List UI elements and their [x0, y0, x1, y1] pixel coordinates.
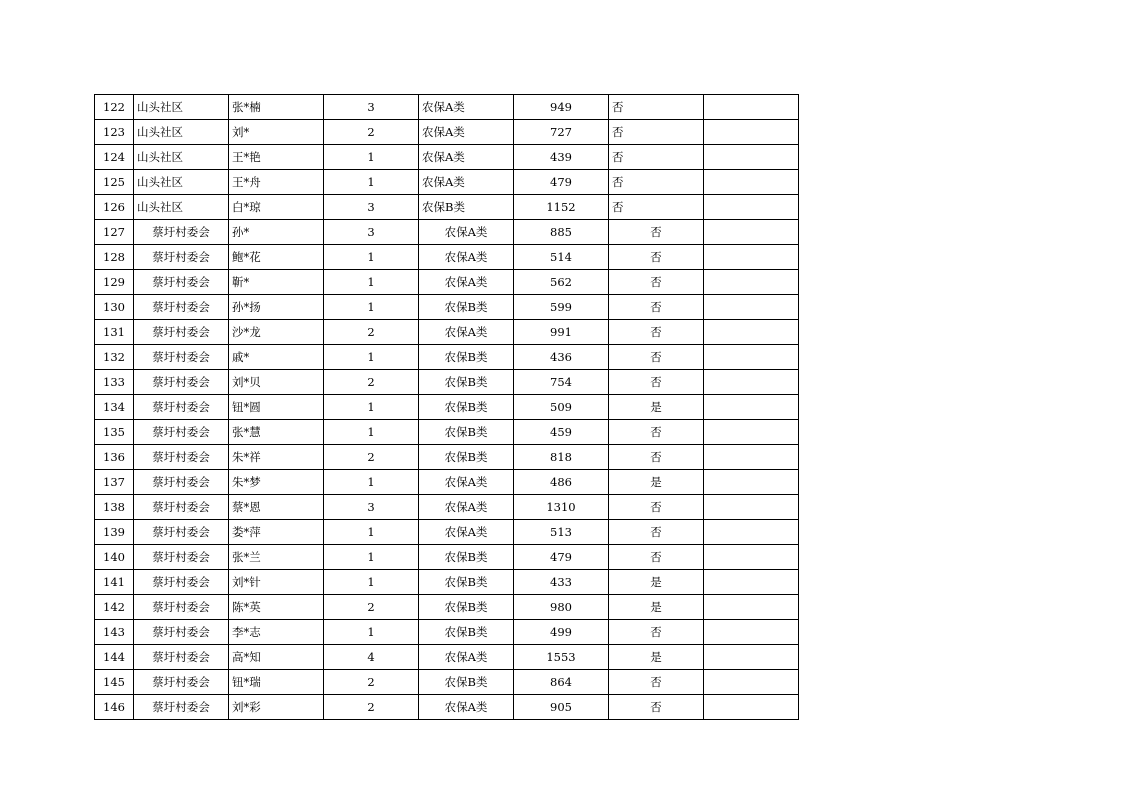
- flag-cell: 是: [609, 570, 704, 595]
- row-index-cell: 126: [95, 195, 134, 220]
- amount-cell: 980: [514, 595, 609, 620]
- community-cell: 蔡圩村委会: [134, 445, 229, 470]
- category-cell: 农保B类: [419, 395, 514, 420]
- community-cell: 蔡圩村委会: [134, 570, 229, 595]
- category-cell: 农保A类: [419, 170, 514, 195]
- table-row: [95, 595, 799, 620]
- category-cell: 农保A类: [419, 695, 514, 720]
- household-count-cell: 2: [324, 320, 419, 345]
- row-index-cell: 127: [95, 220, 134, 245]
- household-count-cell: 1: [324, 170, 419, 195]
- household-count-cell: 1: [324, 420, 419, 445]
- flag-cell: 否: [609, 370, 704, 395]
- note-cell: [704, 370, 799, 395]
- category-cell: 农保A类: [419, 120, 514, 145]
- note-cell: [704, 170, 799, 195]
- household-count-cell: 1: [324, 145, 419, 170]
- note-cell: [704, 395, 799, 420]
- note-cell: [704, 320, 799, 345]
- household-count-cell: 1: [324, 570, 419, 595]
- amount-cell: 864: [514, 670, 609, 695]
- amount-cell: 433: [514, 570, 609, 595]
- flag-cell: 否: [609, 520, 704, 545]
- community-cell: 蔡圩村委会: [134, 645, 229, 670]
- row-index-cell: 130: [95, 295, 134, 320]
- table-row: [95, 95, 799, 120]
- category-cell: 农保B类: [419, 420, 514, 445]
- row-index-cell: 131: [95, 320, 134, 345]
- amount-cell: 479: [514, 545, 609, 570]
- name-cell: 张*慧: [229, 420, 324, 445]
- table-row: [95, 345, 799, 370]
- category-cell: 农保A类: [419, 470, 514, 495]
- row-index-cell: 123: [95, 120, 134, 145]
- category-cell: 农保A类: [419, 645, 514, 670]
- amount-cell: 439: [514, 145, 609, 170]
- category-cell: 农保A类: [419, 95, 514, 120]
- amount-cell: 991: [514, 320, 609, 345]
- note-cell: [704, 570, 799, 595]
- row-index-cell: 142: [95, 595, 134, 620]
- household-count-cell: 1: [324, 295, 419, 320]
- table-row: [95, 695, 799, 720]
- note-cell: [704, 545, 799, 570]
- household-count-cell: 3: [324, 95, 419, 120]
- table-row: [95, 570, 799, 595]
- category-cell: 农保B类: [419, 370, 514, 395]
- name-cell: 孙*: [229, 220, 324, 245]
- flag-cell: 否: [609, 445, 704, 470]
- community-cell: 山头社区: [134, 170, 229, 195]
- note-cell: [704, 120, 799, 145]
- note-cell: [704, 270, 799, 295]
- row-index-cell: 137: [95, 470, 134, 495]
- flag-cell: 否: [609, 620, 704, 645]
- row-index-cell: 122: [95, 95, 134, 120]
- table-row: [95, 670, 799, 695]
- category-cell: 农保A类: [419, 145, 514, 170]
- flag-cell: 是: [609, 470, 704, 495]
- category-cell: 农保A类: [419, 495, 514, 520]
- category-cell: 农保A类: [419, 245, 514, 270]
- row-index-cell: 136: [95, 445, 134, 470]
- row-index-cell: 128: [95, 245, 134, 270]
- category-cell: 农保B类: [419, 345, 514, 370]
- amount-cell: 499: [514, 620, 609, 645]
- flag-cell: 是: [609, 595, 704, 620]
- category-cell: 农保A类: [419, 320, 514, 345]
- table-row: [95, 370, 799, 395]
- name-cell: 孙*扬: [229, 295, 324, 320]
- row-index-cell: 134: [95, 395, 134, 420]
- flag-cell: 否: [609, 345, 704, 370]
- community-cell: 蔡圩村委会: [134, 345, 229, 370]
- note-cell: [704, 520, 799, 545]
- name-cell: 张*楠: [229, 95, 324, 120]
- note-cell: [704, 145, 799, 170]
- name-cell: 李*志: [229, 620, 324, 645]
- amount-cell: 509: [514, 395, 609, 420]
- category-cell: 农保A类: [419, 520, 514, 545]
- name-cell: 朱*祥: [229, 445, 324, 470]
- flag-cell: 是: [609, 645, 704, 670]
- community-cell: 蔡圩村委会: [134, 545, 229, 570]
- table-row: [95, 145, 799, 170]
- category-cell: 农保B类: [419, 445, 514, 470]
- data-table: [94, 94, 799, 720]
- table-row: [95, 120, 799, 145]
- community-cell: 蔡圩村委会: [134, 695, 229, 720]
- table-row: [95, 395, 799, 420]
- note-cell: [704, 95, 799, 120]
- name-cell: 刘*贝: [229, 370, 324, 395]
- amount-cell: 754: [514, 370, 609, 395]
- name-cell: 陈*英: [229, 595, 324, 620]
- amount-cell: 1553: [514, 645, 609, 670]
- row-index-cell: 144: [95, 645, 134, 670]
- amount-cell: 1152: [514, 195, 609, 220]
- name-cell: 娄*萍: [229, 520, 324, 545]
- row-index-cell: 140: [95, 545, 134, 570]
- flag-cell: 否: [609, 195, 704, 220]
- household-count-cell: 2: [324, 445, 419, 470]
- note-cell: [704, 445, 799, 470]
- community-cell: 山头社区: [134, 95, 229, 120]
- note-cell: [704, 195, 799, 220]
- household-count-cell: 1: [324, 470, 419, 495]
- flag-cell: 否: [609, 120, 704, 145]
- row-index-cell: 132: [95, 345, 134, 370]
- amount-cell: 514: [514, 245, 609, 270]
- note-cell: [704, 670, 799, 695]
- amount-cell: 1310: [514, 495, 609, 520]
- community-cell: 蔡圩村委会: [134, 395, 229, 420]
- table-row: [95, 520, 799, 545]
- community-cell: 蔡圩村委会: [134, 420, 229, 445]
- flag-cell: 否: [609, 170, 704, 195]
- row-index-cell: 129: [95, 270, 134, 295]
- note-cell: [704, 595, 799, 620]
- household-count-cell: 2: [324, 695, 419, 720]
- category-cell: 农保B类: [419, 295, 514, 320]
- name-cell: 戚*: [229, 345, 324, 370]
- category-cell: 农保A类: [419, 220, 514, 245]
- row-index-cell: 124: [95, 145, 134, 170]
- name-cell: 刘*彩: [229, 695, 324, 720]
- flag-cell: 否: [609, 270, 704, 295]
- note-cell: [704, 295, 799, 320]
- note-cell: [704, 345, 799, 370]
- row-index-cell: 146: [95, 695, 134, 720]
- note-cell: [704, 695, 799, 720]
- community-cell: 蔡圩村委会: [134, 620, 229, 645]
- flag-cell: 否: [609, 245, 704, 270]
- name-cell: 钮*圆: [229, 395, 324, 420]
- community-cell: 蔡圩村委会: [134, 220, 229, 245]
- table-row: [95, 545, 799, 570]
- table-row: [95, 295, 799, 320]
- community-cell: 蔡圩村委会: [134, 295, 229, 320]
- community-cell: 蔡圩村委会: [134, 270, 229, 295]
- community-cell: 山头社区: [134, 145, 229, 170]
- household-count-cell: 3: [324, 495, 419, 520]
- category-cell: 农保B类: [419, 620, 514, 645]
- amount-cell: 885: [514, 220, 609, 245]
- household-count-cell: 3: [324, 195, 419, 220]
- flag-cell: 是: [609, 395, 704, 420]
- row-index-cell: 135: [95, 420, 134, 445]
- amount-cell: 727: [514, 120, 609, 145]
- name-cell: 高*知: [229, 645, 324, 670]
- name-cell: 王*舟: [229, 170, 324, 195]
- amount-cell: 599: [514, 295, 609, 320]
- amount-cell: 479: [514, 170, 609, 195]
- community-cell: 蔡圩村委会: [134, 370, 229, 395]
- category-cell: 农保B类: [419, 545, 514, 570]
- flag-cell: 否: [609, 695, 704, 720]
- household-count-cell: 2: [324, 595, 419, 620]
- row-index-cell: 125: [95, 170, 134, 195]
- household-count-cell: 4: [324, 645, 419, 670]
- table-row: [95, 420, 799, 445]
- category-cell: 农保A类: [419, 270, 514, 295]
- flag-cell: 否: [609, 295, 704, 320]
- row-index-cell: 139: [95, 520, 134, 545]
- note-cell: [704, 645, 799, 670]
- name-cell: 朱*梦: [229, 470, 324, 495]
- amount-cell: 905: [514, 695, 609, 720]
- community-cell: 蔡圩村委会: [134, 320, 229, 345]
- community-cell: 山头社区: [134, 195, 229, 220]
- household-count-cell: 2: [324, 370, 419, 395]
- amount-cell: 436: [514, 345, 609, 370]
- community-cell: 蔡圩村委会: [134, 595, 229, 620]
- category-cell: 农保B类: [419, 670, 514, 695]
- household-count-cell: 2: [324, 120, 419, 145]
- table-row: [95, 320, 799, 345]
- row-index-cell: 138: [95, 495, 134, 520]
- community-cell: 山头社区: [134, 120, 229, 145]
- flag-cell: 否: [609, 495, 704, 520]
- category-cell: 农保B类: [419, 195, 514, 220]
- note-cell: [704, 620, 799, 645]
- flag-cell: 否: [609, 670, 704, 695]
- household-count-cell: 1: [324, 245, 419, 270]
- row-index-cell: 133: [95, 370, 134, 395]
- table-row: [95, 645, 799, 670]
- flag-cell: 否: [609, 220, 704, 245]
- note-cell: [704, 420, 799, 445]
- category-cell: 农保B类: [419, 570, 514, 595]
- amount-cell: 562: [514, 270, 609, 295]
- flag-cell: 否: [609, 145, 704, 170]
- amount-cell: 486: [514, 470, 609, 495]
- amount-cell: 949: [514, 95, 609, 120]
- note-cell: [704, 220, 799, 245]
- table-row: [95, 270, 799, 295]
- table-body: [95, 95, 799, 720]
- name-cell: 刘*针: [229, 570, 324, 595]
- name-cell: 王*艳: [229, 145, 324, 170]
- amount-cell: 459: [514, 420, 609, 445]
- table-row: [95, 620, 799, 645]
- name-cell: 鲍*花: [229, 245, 324, 270]
- name-cell: 蔡*恩: [229, 495, 324, 520]
- amount-cell: 818: [514, 445, 609, 470]
- community-cell: 蔡圩村委会: [134, 520, 229, 545]
- flag-cell: 否: [609, 545, 704, 570]
- household-count-cell: 1: [324, 620, 419, 645]
- note-cell: [704, 495, 799, 520]
- community-cell: 蔡圩村委会: [134, 670, 229, 695]
- flag-cell: 否: [609, 95, 704, 120]
- table-row: [95, 170, 799, 195]
- community-cell: 蔡圩村委会: [134, 495, 229, 520]
- row-index-cell: 145: [95, 670, 134, 695]
- table-row: [95, 245, 799, 270]
- flag-cell: 否: [609, 420, 704, 445]
- note-cell: [704, 470, 799, 495]
- amount-cell: 513: [514, 520, 609, 545]
- community-cell: 蔡圩村委会: [134, 470, 229, 495]
- table-row: [95, 445, 799, 470]
- note-cell: [704, 245, 799, 270]
- name-cell: 张*兰: [229, 545, 324, 570]
- flag-cell: 否: [609, 320, 704, 345]
- category-cell: 农保B类: [419, 595, 514, 620]
- name-cell: 沙*龙: [229, 320, 324, 345]
- household-count-cell: 1: [324, 520, 419, 545]
- household-count-cell: 1: [324, 270, 419, 295]
- row-index-cell: 143: [95, 620, 134, 645]
- name-cell: 白*琼: [229, 195, 324, 220]
- community-cell: 蔡圩村委会: [134, 245, 229, 270]
- table-row: [95, 495, 799, 520]
- household-count-cell: 3: [324, 220, 419, 245]
- table-row: [95, 195, 799, 220]
- table-row: [95, 470, 799, 495]
- row-index-cell: 141: [95, 570, 134, 595]
- household-count-cell: 2: [324, 670, 419, 695]
- name-cell: 靳*: [229, 270, 324, 295]
- table-row: [95, 220, 799, 245]
- name-cell: 钮*瑞: [229, 670, 324, 695]
- household-count-cell: 1: [324, 545, 419, 570]
- household-count-cell: 1: [324, 395, 419, 420]
- name-cell: 刘*: [229, 120, 324, 145]
- household-count-cell: 1: [324, 345, 419, 370]
